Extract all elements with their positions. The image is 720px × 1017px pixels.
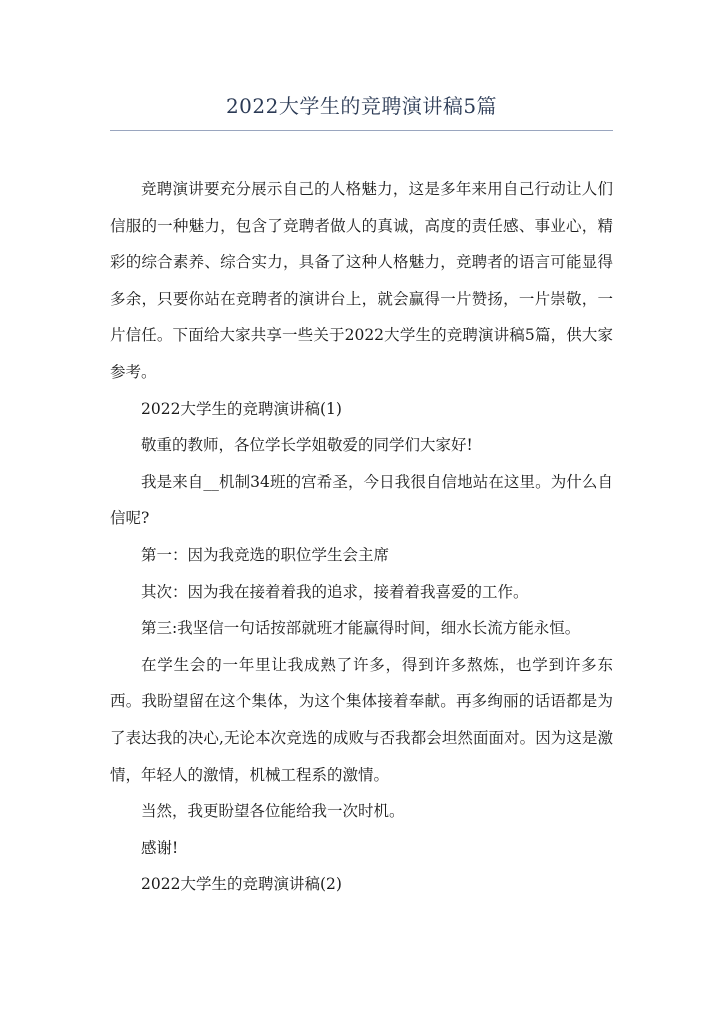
intro-paragraph: 竞聘演讲要充分展示自己的人格魅力，这是多年来用自己行动让人们信服的一种魅力，包含了竞聘者做人的真诚，高度的责任感、事业心，精彩的综合素养、综合实力，具备了这种人格魅力，竞聘者的语言可能显得多余，只要你站在竞聘者的演讲台上，就会赢得一片赞扬，一片崇敬，一片信任。下面给大家共享一些关于2022大学生的竞聘演讲稿5篇，供大家参考。 xyxy=(110,180,613,381)
thanks-paragraph: 感谢! xyxy=(141,838,179,857)
section-heading-2: 2022大学生的竞聘演讲稿(2) xyxy=(141,875,342,894)
document-title: 2022大学生的竞聘演讲稿5篇 xyxy=(225,94,498,118)
greeting-paragraph: 敬重的教师，各位学长学姐敬爱的同学们大家好! xyxy=(141,436,473,455)
self-introduction-paragraph: 我是来自__机制34班的宫希圣，今日我很自信地站在这里。为什么自信呢? xyxy=(110,472,613,528)
reason-first-paragraph: 第一：因为我竞选的职位学生会主席 xyxy=(141,545,390,564)
title-divider xyxy=(110,130,613,131)
reason-second-paragraph: 其次：因为我在接着着我的追求，接着着我喜爱的工作。 xyxy=(141,582,529,601)
request-paragraph: 当然，我更盼望各位能给我一次时机。 xyxy=(141,802,405,821)
experience-paragraph: 在学生会的一年里让我成熟了许多，得到许多熬炼，也学到许多东西。我盼望留在这个集体，为这个集体接着奉献。再多绚丽的话语都是为了表达我的决心,无论本次竞选的成败与否我都会坦然面面对。因为这是激情，年轻人的激情，机械工程系的激情。 xyxy=(110,655,613,784)
section-heading-1: 2022大学生的竞聘演讲稿(1) xyxy=(141,399,342,418)
reason-third-paragraph: 第三:我坚信一句话按部就班才能赢得时间，细水长流方能永恒。 xyxy=(141,619,581,638)
document-body xyxy=(110,171,613,903)
